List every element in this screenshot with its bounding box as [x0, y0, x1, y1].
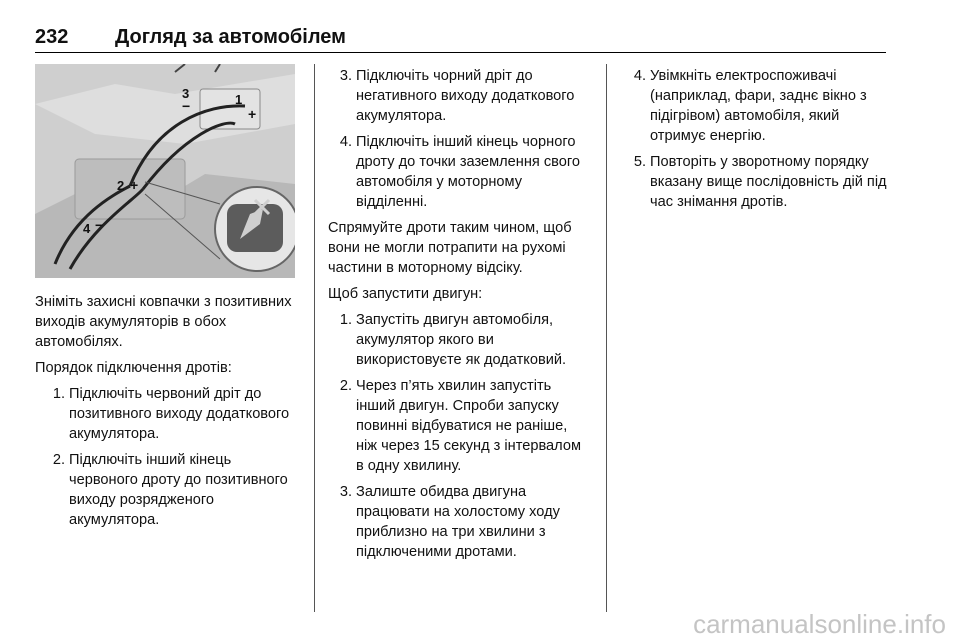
step-number: 3. [339, 484, 352, 500]
step-text: Підключіть інший кінець чорного дроту до точки заземлення свого автомобіля у моторному відділенні. [356, 134, 580, 210]
middle-column [328, 66, 590, 568]
step-number: 4. [633, 68, 646, 84]
engine-start-steps-list [328, 310, 590, 562]
engine-bay-drawing [35, 64, 295, 278]
left-column [35, 292, 297, 536]
list-item [328, 132, 590, 212]
callout-3: 3 [182, 86, 190, 101]
step-number: 3. [339, 68, 352, 84]
chapter-title: Догляд за автомобілем [115, 26, 346, 48]
step-number: 1. [339, 312, 352, 328]
right-column [622, 66, 888, 218]
step-number: 2. [339, 378, 352, 394]
page-header [35, 22, 886, 53]
list-item [328, 376, 590, 476]
step-text: Залиште обидва двигуна працювати на холостому ходу приблизно на три хвилини з підключеними дротами. [356, 484, 560, 560]
engine-start-steps-list-continued [622, 66, 888, 212]
step-number: 2. [52, 452, 65, 468]
callout-4-minus-sign: − [95, 217, 104, 233]
list-item [35, 450, 297, 530]
order-intro: Порядок підключення дротів: [35, 360, 232, 376]
step-text: Підключіть інший кінець червоного дроту до позитивного виходу розрядженого акумулятора. [69, 452, 288, 528]
figure-caption: Зніміть захисні ковпачки з позитивних виходів акумуляторів в обох автомобілях. [35, 294, 292, 350]
column-divider-right [606, 64, 607, 612]
step-text: Запустіть двигун автомобіля, акумулятор якого ви використовуєте як додатковий. [356, 312, 567, 368]
start-intro: Щоб запустити двигун: [328, 286, 483, 302]
step-text: Повторіть у зворотному порядку вказану вище послідовність дій під час знімання дротів. [650, 154, 887, 210]
callout-1: 1 [235, 92, 243, 107]
callout-2-plus-sign: + [130, 177, 139, 193]
list-item [328, 66, 590, 126]
callout-1-plus-sign: + [248, 106, 257, 122]
list-item [622, 152, 888, 212]
step-text: Увімкніть електроспоживачі (наприклад, фари, заднє вікно з підігрівом) автомобіля, який отримує енергію. [650, 68, 867, 144]
routing-note: Спрямуйте дроти таким чином, щоб вони не могли потрапити на рухомі частини в моторному відсіку. [328, 220, 572, 276]
list-item [622, 66, 888, 146]
column-divider-left [314, 64, 315, 612]
list-item [328, 310, 590, 370]
list-item [328, 482, 590, 562]
callout-2: 2 [117, 178, 125, 193]
callout-4: 4 [83, 221, 91, 236]
step-text: Через п’ять хвилин запустіть інший двигун. Спроби запуску повинні відбуватися не раніше, ніж через 15 секунд з інтервалом в одну хвилину. [356, 378, 582, 474]
step-number: 5. [633, 154, 646, 170]
step-text: Підключіть червоний дріт до позитивного виходу додаткового акумулятора. [69, 386, 290, 442]
connection-steps-list-continued [328, 66, 590, 212]
step-text: Підключіть чорний дріт до негативного виходу додаткового акумулятора. [356, 68, 575, 124]
page-number: 232 [35, 26, 69, 48]
step-number: 4. [339, 134, 352, 150]
list-item [35, 384, 297, 444]
jump-start-illustration [35, 64, 295, 278]
callout-3-minus-sign: − [182, 98, 191, 114]
step-number: 1. [52, 386, 65, 402]
watermark: carmanualsonline.info [693, 609, 946, 639]
connection-steps-list [35, 384, 297, 530]
